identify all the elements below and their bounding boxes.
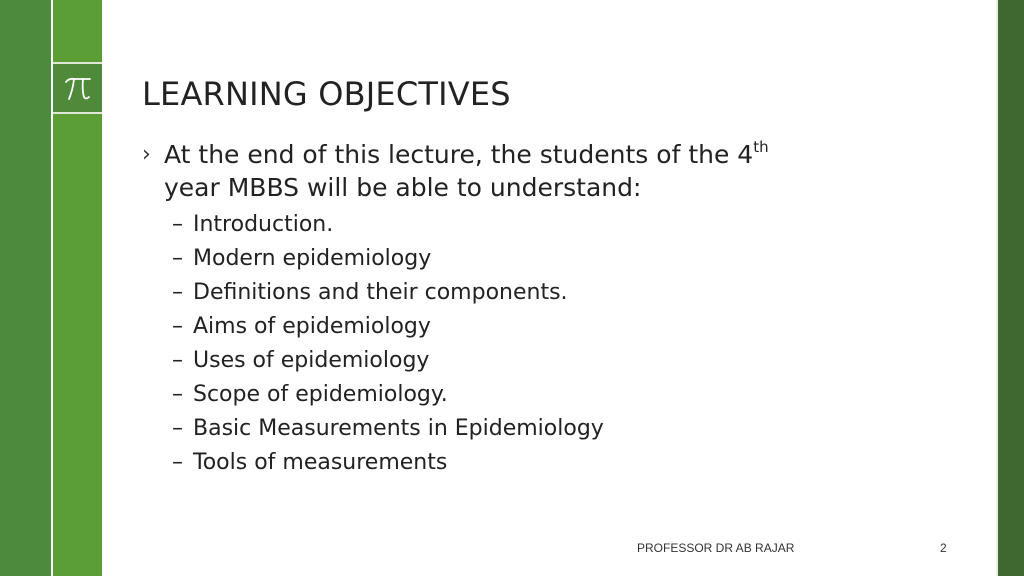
- main-bullet-text: At the end of this lecture, the students of the 4: [164, 140, 754, 169]
- footer-author: PROFESSOR DR AB RAJAR: [637, 541, 795, 555]
- dash-marker: –: [172, 416, 183, 441]
- dash-marker: –: [172, 280, 183, 305]
- dash-marker: –: [172, 450, 183, 475]
- main-bullet-superscript: th: [753, 137, 769, 156]
- list-item: [142, 276, 962, 310]
- list-item-text: Scope of epidemiology.: [193, 382, 448, 407]
- slide-body: [142, 138, 962, 480]
- list-item: [142, 208, 962, 242]
- main-bullet: [142, 138, 962, 204]
- objectives-list: [142, 208, 962, 480]
- list-item: [142, 412, 962, 446]
- list-item-text: Aims of epidemiology: [193, 314, 431, 339]
- list-item-text: Definitions and their components.: [193, 280, 568, 305]
- dash-marker: –: [172, 246, 183, 271]
- list-item-text: Basic Measurements in Epidemiology: [193, 416, 604, 441]
- logo-badge: [53, 62, 102, 114]
- left-accent-band: [0, 0, 51, 576]
- list-item: [142, 378, 962, 412]
- dash-marker: –: [172, 314, 183, 339]
- list-item: [142, 242, 962, 276]
- slide-title: LEARNING OBJECTIVES: [142, 75, 511, 113]
- list-item-text: Tools of measurements: [193, 450, 448, 475]
- bullet-marker: ›: [142, 142, 151, 167]
- list-item: [142, 446, 962, 480]
- list-item-text: Introduction.: [193, 212, 334, 237]
- page-number: 2: [940, 541, 947, 555]
- right-accent-band: [998, 0, 1024, 576]
- list-item: [142, 344, 962, 378]
- dash-marker: –: [172, 212, 183, 237]
- main-bullet-text-continued: year MBBS will be able to understand:: [164, 173, 642, 202]
- list-item-text: Uses of epidemiology: [193, 348, 430, 373]
- list-item-text: Modern epidemiology: [193, 246, 432, 271]
- dash-marker: –: [172, 348, 183, 373]
- dash-marker: –: [172, 382, 183, 407]
- list-item: [142, 310, 962, 344]
- pi-icon: [63, 73, 93, 103]
